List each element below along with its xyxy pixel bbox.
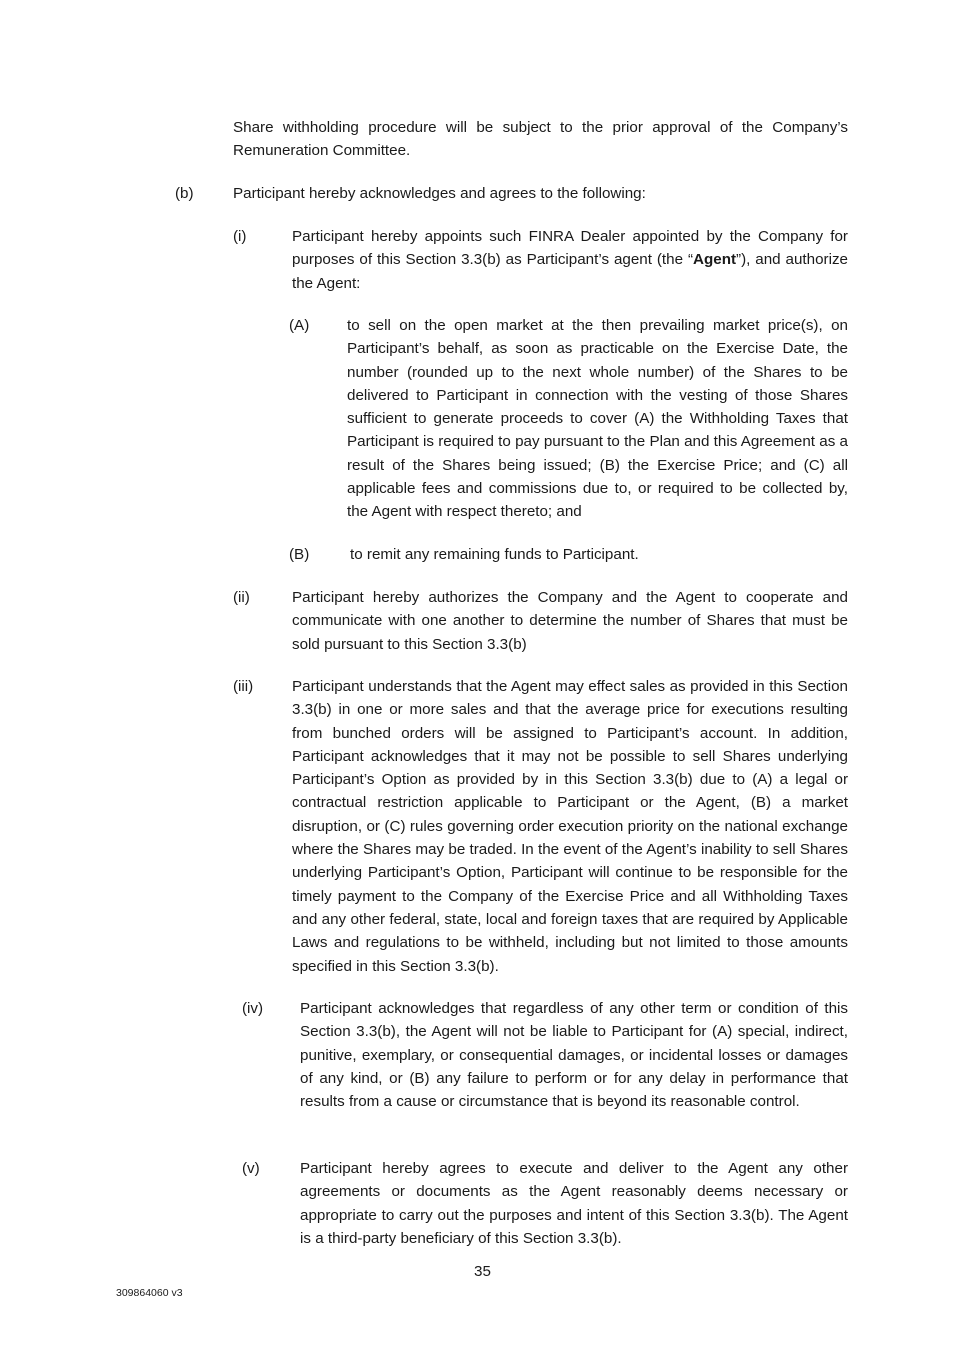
clause-iv-text: Participant acknowledges that regardless of any other term or condition of this Section 3.3(b), the Agent will not be liable to Participant for (A) special, indirect, punitive, exemplary, or consequential damages, or incidental losses or damages of any kind, or (B) any failure to perform or for any delay in performance that results from a cause or circumstance that is beyond its reasonable control.: [300, 1000, 848, 1111]
marker-iv: (iv): [242, 1000, 264, 1017]
marker-v: (v): [242, 1160, 260, 1177]
page-number: 35: [474, 1263, 491, 1280]
marker-b: (b): [175, 185, 194, 202]
clause-i-text-after: ”), and authorize the Agent:: [292, 251, 848, 292]
clause-ii-text: Participant hereby authorizes the Company and the Agent to cooperate and communicate with one another to determine the number of Shares that must be sold pursuant to this Section 3.3(b): [292, 589, 848, 653]
clause-B-text: to remit any remaining funds to Participant.: [350, 546, 639, 563]
clause-i-text: [292, 225, 848, 295]
marker-ii: (ii): [233, 589, 250, 606]
marker-i: (i): [233, 228, 247, 245]
clause-v-text: Participant hereby agrees to execute and deliver to the Agent any other agreements or documents as the Agent reasonably deems necessary or appropriate to carry out the purposes and intent of this Section 3.3(b). The Agent is a third-party beneficiary of this Section 3.3(b).: [300, 1160, 848, 1247]
marker-iii: (iii): [233, 678, 254, 695]
marker-B: (B): [289, 546, 310, 563]
document-reference: 309864060 v3: [116, 1287, 183, 1299]
intro-paragraph: Share withholding procedure will be subject to the prior approval of the Company’s Remuneration Committee.: [233, 119, 848, 160]
marker-A: (A): [289, 317, 310, 334]
clause-i-text-before: Participant hereby appoints such FINRA Dealer appointed by the Company for purposes of this Section 3.3(b) as Participant’s agent (the “: [292, 228, 848, 269]
clause-b-text: Participant hereby acknowledges and agrees to the following:: [233, 185, 646, 202]
clause-iii-text: Participant understands that the Agent may effect sales as provided in this Section 3.3(b) in one or more sales and that the average price for executions resulting from bunched orders will be assigned to Participant’s account. In addition, Participant acknowledges that it may not be possible to sell Shares underlying Participant’s Option as provided by in this Section 3.3(b) due to (A) a legal or contractual restriction applicable to Participant or the Agent, (B) a market disruption, or (C) rules governing order execution priority on the national exchange where the Shares may be traded. In the event of the Agent’s inability to sell Shares underlying Participant’s Option, Participant will continue to be responsible for the timely payment to the Company of the Exercise Price and all Withholding Taxes and any other federal, state, local and foreign taxes that are required by Applicable Laws and regulations to be withheld, including but not limited to those amounts specified in this Section 3.3(b).: [292, 678, 848, 975]
defined-term-agent: Agent: [693, 251, 737, 269]
clause-A-text: to sell on the open market at the then prevailing market price(s), on Participant’s behalf, as soon as practicable on the Exercise Date, the number (rounded up to the next whole number) of the Shares to be delivered to Participant in connection with the vesting of those Shares sufficient to generate proceeds to cover (A) the Withholding Taxes that Participant is required to pay pursuant to the Plan and this Agreement as a result of the Shares being issued; (B) the Exercise Price; and (C) all applicable fees and commissions due to, or required to be collected by, the Agent with respect thereto; and: [347, 317, 848, 521]
